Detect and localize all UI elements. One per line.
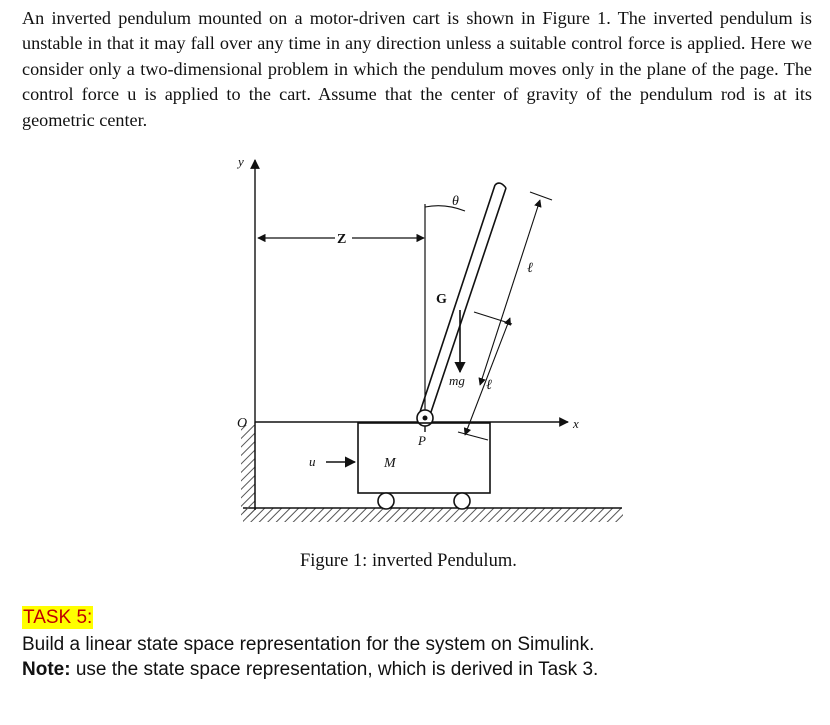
label-y: y: [238, 154, 244, 169]
ell-tick-top: [530, 192, 552, 200]
task-instruction: Build a linear state space representation for the system on Simulink.: [22, 634, 595, 655]
label-m: M: [384, 456, 396, 471]
label-mg: mg: [449, 373, 465, 388]
label-origin: O: [237, 416, 248, 431]
cart-wheel-right: [454, 493, 470, 509]
label-theta: θ: [452, 194, 459, 209]
label-x: x: [573, 416, 579, 431]
pivot-center: [423, 416, 428, 421]
task-label: TASK 5:: [23, 607, 93, 628]
ell-tick-bottom: [458, 432, 488, 440]
label-g: G: [436, 292, 447, 307]
intro-paragraph: An inverted pendulum mounted on a motor-driven cart is shown in Figure 1. The inverted pendulum is unstable in that it may fall over any time in any direction unless a suitable control force is applied. Here we consider only a two-dimensional problem in which the pendulum moves only in the plane of the page. The control force u is applied to the cart. Assume that the center of gravity of the pendulum rod is at its geometric center.: [22, 8, 812, 130]
task-body: [22, 632, 812, 682]
label-z: Z: [337, 232, 347, 247]
note-text: use the state space representation, which is derived in Task 3.: [70, 659, 599, 680]
figure-caption: Figure 1: inverted Pendulum.: [300, 551, 517, 571]
ell-dimension-lower: [465, 318, 510, 435]
label-ell-upper: ℓ: [527, 261, 533, 276]
ell-dimension-upper: [480, 200, 540, 385]
ground-hatch: [243, 508, 623, 522]
note-label: Note:: [22, 659, 71, 680]
theta-arc: [425, 206, 465, 211]
task-note: [22, 657, 812, 682]
label-p: P: [418, 433, 426, 448]
ell-tick-mid: [474, 312, 512, 324]
cart-wheel-left: [378, 493, 394, 509]
wall-hatch: [241, 425, 255, 517]
label-ell-lower: ℓ: [486, 378, 492, 393]
label-u: u: [309, 454, 316, 469]
